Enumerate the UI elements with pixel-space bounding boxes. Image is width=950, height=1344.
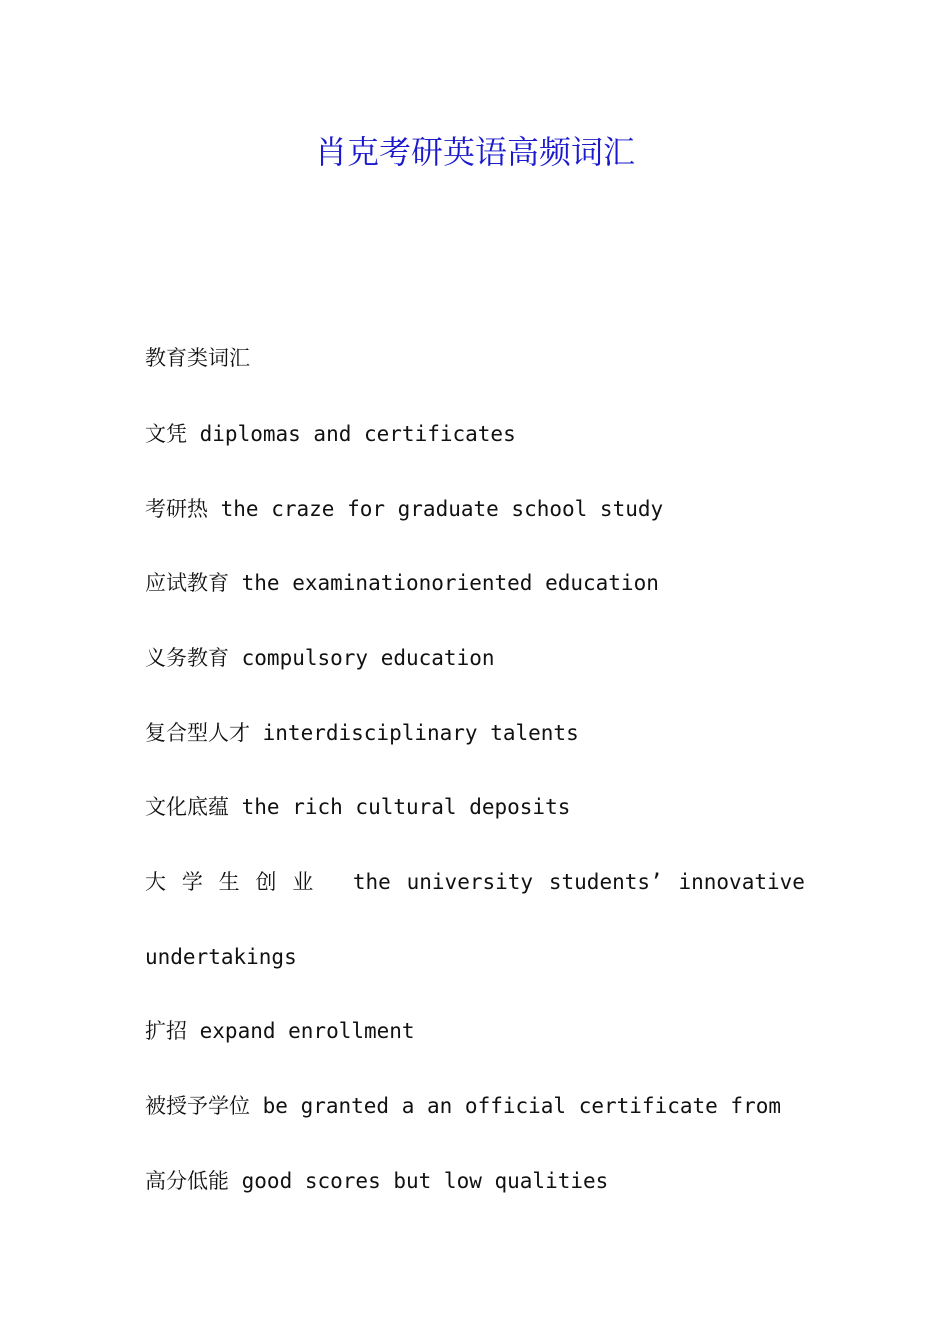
document-title: 肖克考研英语高频词汇 [314,133,635,171]
vocab-entry: 文化底蕴 the rich cultural deposits [145,795,571,819]
vocab-entry: 考研热 the craze for graduate school study [145,497,664,521]
vocab-entry: 复合型人才 interdisciplinary talents [145,721,579,745]
word-part: 生 [218,870,240,894]
vocab-entry: 文凭 diplomas and certificates [145,422,516,446]
word-part: 创 [255,870,277,894]
vocab-entry: 应试教育 the examinationoriented education [145,571,659,595]
word-part: university [406,870,534,894]
word-part: students’ [548,870,663,894]
word-part: innovative [678,870,805,894]
vocab-entry-justified [145,867,805,897]
word-part: the [352,870,391,894]
vocab-entry: 义务教育 compulsory education [145,646,495,670]
vocab-entry-continuation: undertakings [145,945,297,969]
vocab-entry: 被授予学位 be granted a an official certificate from [145,1094,782,1118]
vocab-entry: 高分低能 good scores but low qualities [145,1169,609,1193]
vocab-entry: 扩招 expand enrollment [145,1019,415,1043]
word-part: 业 [292,870,314,894]
word-part: 学 [181,870,203,894]
section-heading: 教育类词汇 [145,346,250,370]
word-part: 大 [145,870,166,894]
